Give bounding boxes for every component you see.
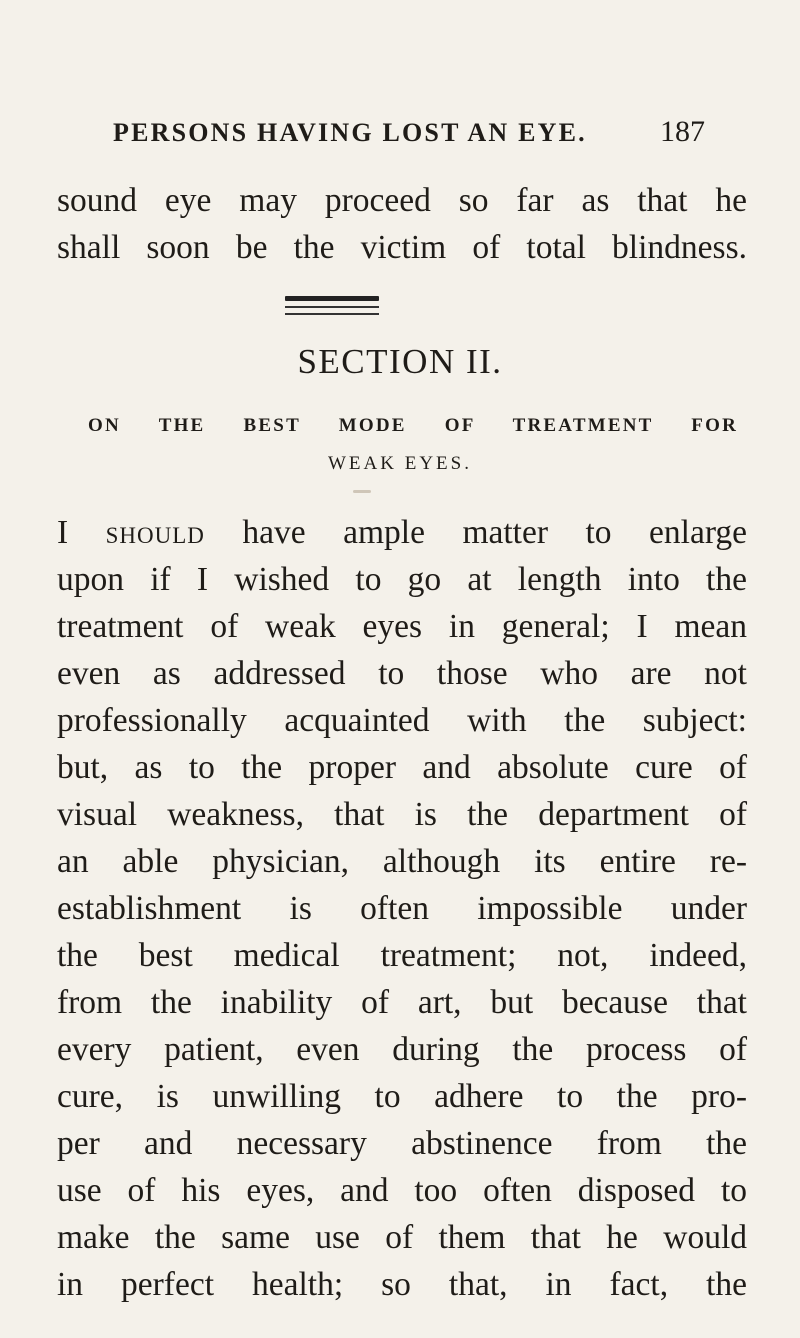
body-line: per and necessary abstinence from the xyxy=(57,1125,747,1162)
body-line: an able physician, although its entire re- xyxy=(57,843,747,880)
body-line: sound eye may proceed so far as that he xyxy=(57,182,747,219)
section-subtitle-line-1: ON THE BEST MODE OF TREATMENT FOR xyxy=(88,415,738,436)
page-number: 187 xyxy=(660,115,705,148)
running-head: PERSONS HAVING LOST AN EYE. xyxy=(113,118,587,147)
body-line: visual weakness, that is the department of xyxy=(57,796,747,833)
divider-thick-rule xyxy=(285,296,379,301)
ink-smear xyxy=(353,490,371,493)
body-line: make the same use of them that he would xyxy=(57,1219,747,1256)
page-header xyxy=(113,115,705,158)
body-line: but, as to the proper and absolute cure of xyxy=(57,749,747,786)
paragraph-first-line-rest: have ample matter to enlarge xyxy=(204,514,747,551)
body-line: professionally acquainted with the subject: xyxy=(57,702,747,739)
divider-thin-rule xyxy=(285,306,379,308)
body-line: in perfect health; so that, in fact, the xyxy=(57,1266,747,1303)
body-line: the best medical treatment; not, indeed, xyxy=(57,937,747,974)
body-line: establishment is often impossible under xyxy=(57,890,747,927)
section-subtitle-line-2: WEAK EYES. xyxy=(328,453,472,474)
section-divider-rule xyxy=(285,296,379,318)
paragraph-first-word: should xyxy=(105,514,205,551)
body-line: cure, is unwilling to adhere to the pro- xyxy=(57,1078,747,1115)
body-line: every patient, even during the process of xyxy=(57,1031,747,1068)
body-line: shall soon be the victim of total blindness. xyxy=(57,229,747,266)
paragraph-initial: I xyxy=(57,514,106,551)
divider-thin-rule xyxy=(285,313,379,315)
body-line: from the inability of art, but because that xyxy=(57,984,747,1021)
body-line: use of his eyes, and too often disposed to xyxy=(57,1172,747,1209)
body-line: even as addressed to those who are not xyxy=(57,655,747,692)
section-title: SECTION II. xyxy=(297,342,503,381)
body-line: upon if I wished to go at length into the xyxy=(57,561,747,598)
body-line: treatment of weak eyes in general; I mean xyxy=(57,608,747,645)
paragraph-first-line xyxy=(57,516,747,550)
